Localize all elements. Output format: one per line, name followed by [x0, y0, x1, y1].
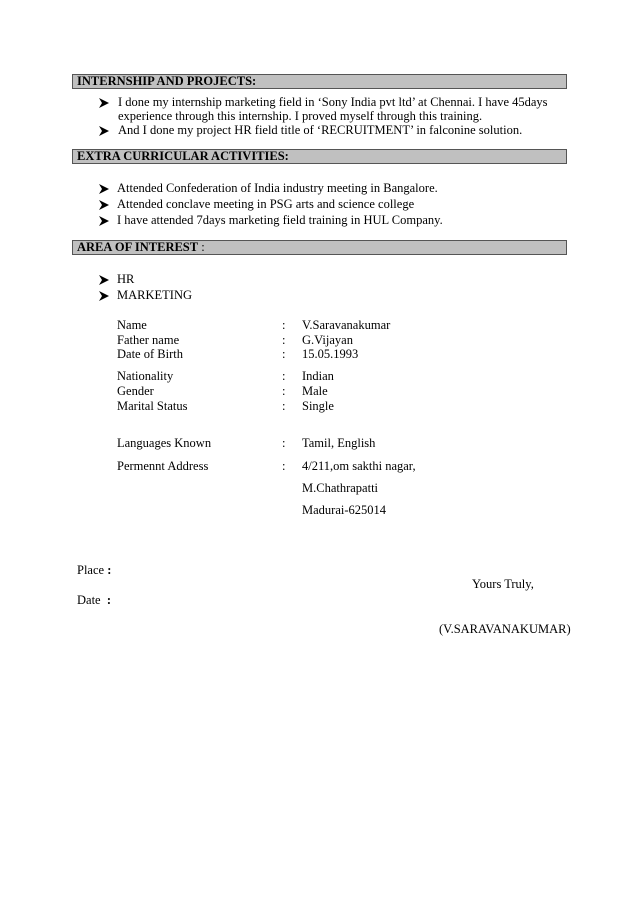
personal-label-nationality: Nationality	[117, 369, 174, 383]
personal-label-address: Permennt Address	[117, 459, 209, 473]
date-colon: :	[106, 593, 112, 607]
personal-value-languages: Tamil, English	[302, 436, 376, 450]
personal-label-father-name: Father name	[117, 333, 180, 347]
arrow-bullet-icon	[98, 183, 112, 196]
arrow-bullet-icon	[98, 199, 112, 212]
place-line	[77, 563, 111, 578]
personal-label-languages: Languages Known	[117, 436, 212, 450]
personal-value-address-line-1: 4/211,om sakthi nagar,	[302, 459, 416, 473]
personal-value-dob: 15.05.1993	[302, 347, 359, 361]
personal-value-address-line-3: Madurai-625014	[302, 503, 387, 517]
arrow-bullet-icon	[98, 290, 112, 303]
internship-item-1-line-2: experience through this internship. I proved myself through this training.	[118, 109, 483, 123]
extra-heading-text: EXTRA CURRICULAR ACTIVITIES:	[77, 149, 289, 163]
signature-name: (V.SARAVANAKUMAR)	[439, 622, 571, 636]
personal-label-name: Name	[117, 318, 147, 332]
personal-colon: :	[282, 318, 286, 332]
interest-heading-text: AREA OF INTEREST	[77, 240, 199, 254]
personal-value-father-name: G.Vijayan	[302, 333, 353, 347]
personal-colon: :	[282, 399, 286, 413]
interest-item: MARKETING	[117, 288, 192, 302]
date-label: Date	[77, 593, 101, 607]
personal-colon: :	[282, 436, 286, 450]
personal-colon: :	[282, 459, 286, 473]
personal-label-gender: Gender	[117, 384, 154, 398]
section-heading-interest	[72, 240, 567, 255]
interest-item: HR	[117, 272, 135, 286]
extra-item: Attended Confederation of India industry meeting in Bangalore.	[117, 181, 438, 195]
personal-value-nationality: Indian	[302, 369, 334, 383]
section-heading-extra-curricular	[72, 149, 567, 164]
date-line	[77, 593, 111, 608]
personal-label-dob: Date of Birth	[117, 347, 183, 361]
place-colon: :	[107, 563, 112, 577]
personal-colon: :	[282, 369, 286, 383]
personal-value-gender: Male	[302, 384, 328, 398]
personal-colon: :	[282, 347, 286, 361]
section-heading-internship	[72, 74, 567, 89]
personal-label-marital-status: Marital Status	[117, 399, 188, 413]
yours-truly: Yours Truly,	[472, 577, 534, 591]
extra-item: Attended conclave meeting in PSG arts and science college	[117, 197, 415, 211]
personal-colon: :	[282, 333, 286, 347]
personal-value-name: V.Saravanakumar	[302, 318, 391, 332]
personal-value-marital-status: Single	[302, 399, 334, 413]
arrow-bullet-icon	[98, 215, 112, 228]
internship-item-1-line-1: I done my internship marketing field in ‘Sony India pvt ltd’ at Chennai. I have 45days	[118, 95, 548, 109]
internship-item-2: And I done my project HR field title of ‘RECRUITMENT’ in falconine solution.	[118, 123, 523, 137]
place-label: Place	[77, 563, 105, 577]
arrow-bullet-icon	[98, 274, 112, 287]
arrow-bullet-icon	[98, 97, 112, 110]
arrow-bullet-icon	[98, 125, 112, 138]
extra-item: I have attended 7days marketing field training in HUL Company.	[117, 213, 443, 227]
interest-heading-suffix: :	[198, 240, 205, 254]
internship-heading-text: INTERNSHIP AND PROJECTS:	[77, 74, 257, 88]
personal-colon: :	[282, 384, 286, 398]
personal-value-address-line-2: M.Chathrapatti	[302, 481, 379, 495]
